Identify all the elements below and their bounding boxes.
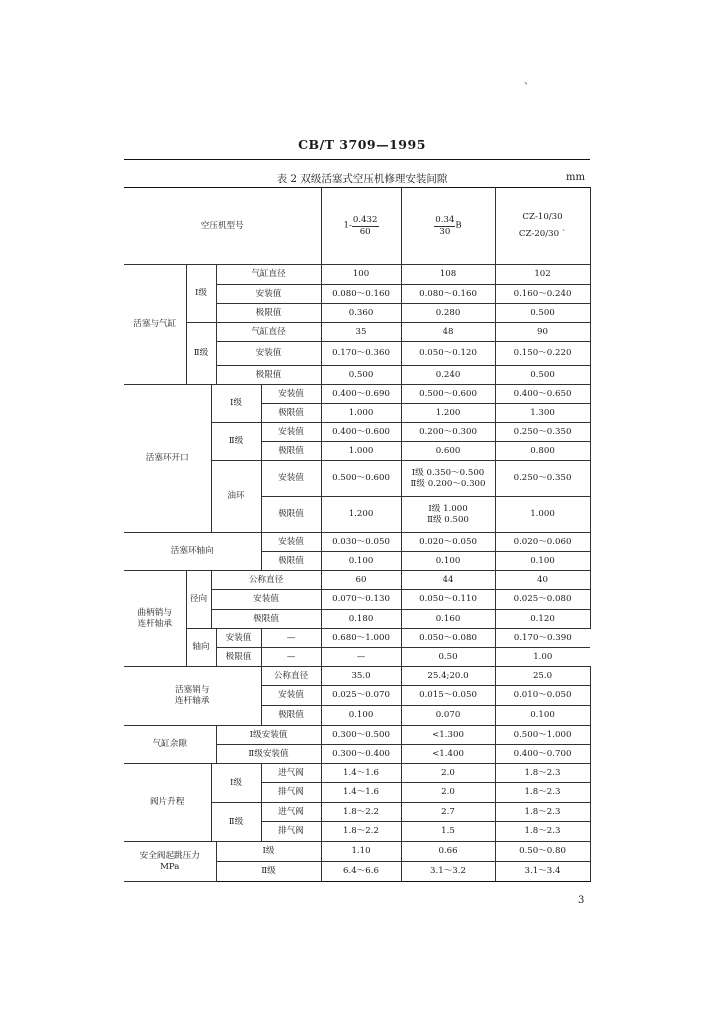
page-number: 3 <box>578 895 585 906</box>
table-row: 排气阀 1.4～1.6 2.0 1.8～2.3 <box>124 783 590 803</box>
oil-ring-label: 油环 <box>211 461 261 533</box>
group-safety-valve: 安全阀起跳压力 MPa <box>124 842 216 882</box>
table-row: Ⅱ级 气缸直径 35 48 90 <box>124 323 590 342</box>
model-3: CZ-10/30 CZ-20/30 ` <box>495 188 590 265</box>
table-row: 安装值 0.070～0.130 0.050～0.110 0.025～0.080 <box>124 590 590 610</box>
radial-label: 径向 <box>186 571 211 629</box>
table-row: 曲柄销与 连杆轴承 径向 公称直径 60 44 40 <box>124 571 590 590</box>
table-row: 阀片升程 Ⅰ级 进气阀 1.4～1.6 2.0 1.8～2.3 <box>124 764 590 783</box>
stage-label: Ⅱ级 <box>211 803 261 842</box>
table-row: Ⅱ级 进气阀 1.8～2.2 2.7 1.8～2.3 <box>124 803 590 822</box>
table-row: 极限值 0.360 0.280 0.500 <box>124 304 590 323</box>
table-row: 安装值 0.170～0.360 0.050～0.120 0.150～0.220 <box>124 342 590 366</box>
table-row: 活塞与气缸 Ⅰ级 气缸直径 100 108 102 <box>124 265 590 285</box>
top-rule <box>124 159 590 160</box>
table-row: 活塞环轴向 安装值 0.030～0.050 0.020～0.050 0.020～0.060 <box>124 533 590 552</box>
table-row: 安装值 0.025～0.070 0.015～0.050 0.010～0.050 <box>124 686 590 706</box>
table-row: Ⅱ级安装值 0.300～0.400 <1.400 0.400～0.700 <box>124 745 590 764</box>
table-row: 排气阀 1.8～2.2 1.5 1.8～2.3 <box>124 822 590 842</box>
model-1: 1- $\frac{0.432}{60}$ <box>321 188 401 265</box>
table-row: 极限值 — — 0.50 1.00 <box>124 648 590 667</box>
model-label: 空压机型号 <box>124 188 321 265</box>
table-row: 轴向 安装值 — 0.680～1.000 0.050～0.080 0.170～0.390 <box>124 629 590 648</box>
stage-label: Ⅰ级 <box>211 764 261 803</box>
table-caption: 表 2 双级活塞式空压机修理安装间隙 <box>276 173 448 185</box>
table-row: 极限值 0.100 0.100 0.100 <box>124 552 590 571</box>
stage-label: Ⅱ级 <box>211 423 261 461</box>
table-row: 气缸余隙 Ⅰ级安装值 0.300～0.500 <1.300 0.500～1.000 <box>124 726 590 745</box>
table-row: 极限值 0.100 0.070 0.100 <box>124 706 590 726</box>
group-ring-axial: 活塞环轴向 <box>124 533 261 571</box>
group-pin-rod: 活塞销与 连杆轴承 <box>124 667 261 726</box>
table-row: 安全阀起跳压力 MPa Ⅰ级 1.10 0.66 0.50～0.80 <box>124 842 590 862</box>
table-row: 活塞销与 连杆轴承 公称直径 35.0 25.4;20.0 25.0 <box>124 667 590 686</box>
table-row: 极限值 0.500 0.240 0.500 <box>124 366 590 385</box>
model-2: $\frac{0.34}{30}$ B <box>401 188 495 265</box>
table-row: Ⅱ级 6.4～6.6 3.1～3.2 3.1～3.4 <box>124 862 590 882</box>
table-row: 极限值 1.000 0.600 0.800 <box>124 442 590 461</box>
group-ring-gap: 活塞环开口 <box>124 385 211 533</box>
group-clearance: 气缸余隙 <box>124 726 216 764</box>
group-piston-cylinder: 活塞与气缸 <box>124 265 186 385</box>
table-row: 极限值 1.200 Ⅰ级 1.000 Ⅱ级 0.500 1.000 <box>124 497 590 533</box>
table-row: 活塞环开口 Ⅰ级 安装值 0.400～0.690 0.500～0.600 0.400～0.650 <box>124 385 590 404</box>
table-row: 极限值 1.000 1.200 1.300 <box>124 404 590 423</box>
header-row <box>124 188 590 265</box>
clearance-table <box>124 187 590 882</box>
group-crank-rod: 曲柄销与 连杆轴承 <box>124 571 186 667</box>
table-row: 极限值 0.180 0.160 0.120 <box>124 610 590 629</box>
stage-label: Ⅰ级 <box>186 265 216 323</box>
table-row: 油环 安装值 0.500～0.600 Ⅰ级 0.350～0.500 Ⅱ级 0.200～0.300 0.250～0.350 <box>124 461 590 497</box>
standard-code: CB/T 3709—1995 <box>298 137 426 152</box>
axial-label: 轴向 <box>186 629 216 667</box>
stage-label: Ⅰ级 <box>211 385 261 423</box>
group-valve-lift: 阀片升程 <box>124 764 211 842</box>
table-row: Ⅱ级 安装值 0.400～0.600 0.200～0.300 0.250～0.350 <box>124 423 590 442</box>
corner-mark: 、 <box>524 76 534 87</box>
table-row: 安装值 0.080～0.160 0.080～0.160 0.160～0.240 <box>124 285 590 304</box>
stage-label: Ⅱ级 <box>186 323 216 385</box>
unit-label: mm <box>566 172 585 183</box>
